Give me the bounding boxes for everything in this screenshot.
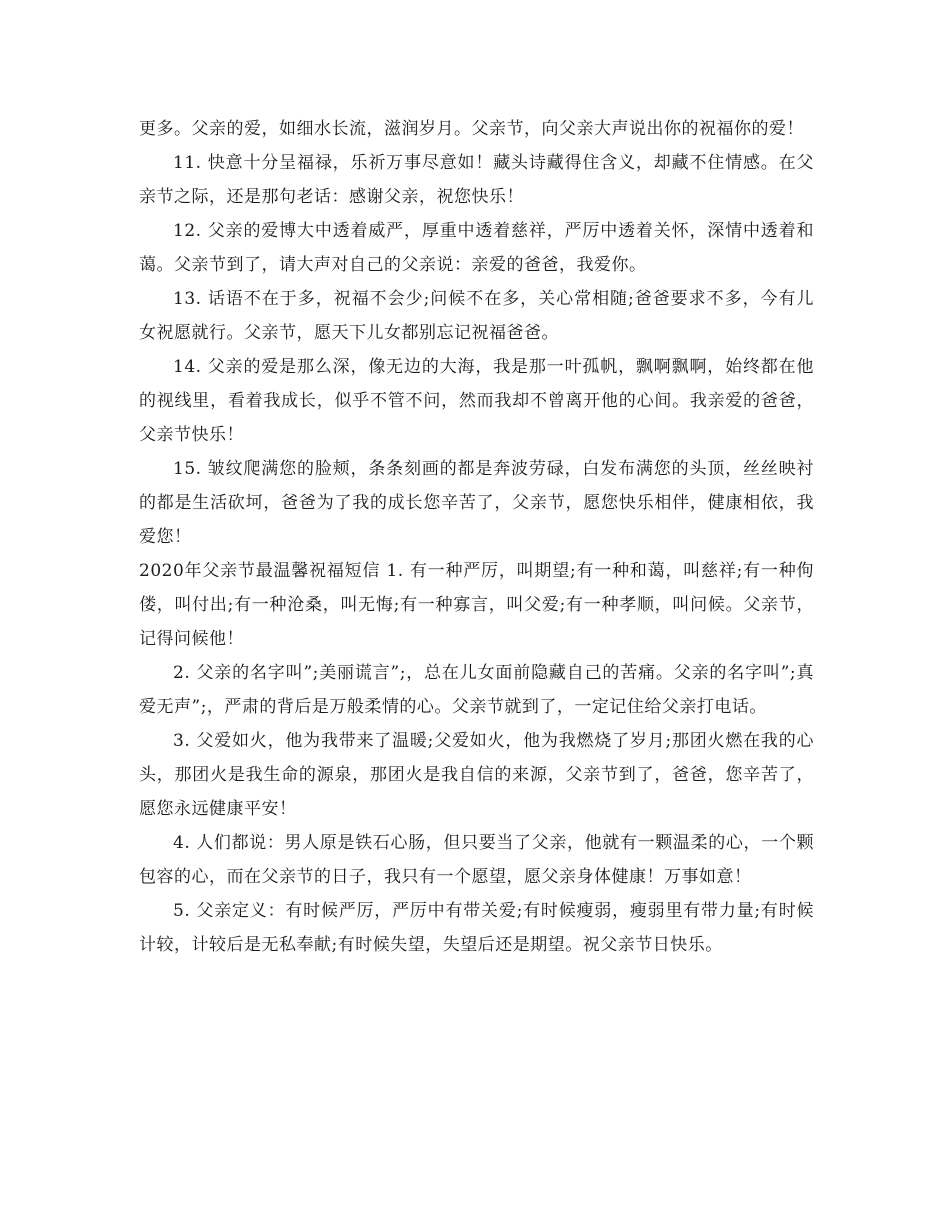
paragraph-item-1-text: 1. 有一种严厉，叫期望;有一种和蔼，叫慈祥;有一种佝偻，叫付出;有一种沧桑，叫无悔;有一种寡言，叫父爱;有一种孝顺，叫问候。父亲节，记得问候他！ (139, 561, 815, 649)
paragraph-item-4: 4. 人们都说：男人原是铁石心肠，但只要当了父亲，他就有一颗温柔的心，一个颗包容的心，而在父亲节的日子，我只有一个愿望，愿父亲身体健康！万事如意！ (139, 833, 814, 887)
paragraph-item-14: 14. 父亲的爱是那么深，像无边的大海，我是那一叶孤帆，飘啊飘啊，始终都在他的视线里，看着我成长，似乎不管不问，然而我却不曾离开他的心间。我亲爱的爸爸，父亲节快乐！ (139, 357, 814, 445)
paragraph-item-3: 3. 父爱如火，他为我带来了温暖;父爱如火，他为我燃烧了岁月;那团火燃在我的心头，那团火是我生命的源泉，那团火是我自信的来源，父亲节到了，爸爸，您辛苦了，愿您永远健康平安！ (139, 731, 814, 819)
paragraph-item-15: 15. 皱纹爬满您的脸颊，条条刻画的都是奔波劳碌，白发布满您的头顶，丝丝映衬的都是生活砍坷，爸爸为了我的成长您辛苦了，父亲节，愿您快乐相伴，健康相依，我爱您！ (139, 459, 814, 547)
section-paragraph-item-1 (139, 554, 814, 656)
paragraph-item-12: 12. 父亲的爱博大中透着威严，厚重中透着慈祥，严厉中透着关怀，深情中透着和蔼。父亲节到了，请大声对自己的父亲说：亲爱的爸爸，我爱你。 (139, 221, 814, 275)
section-heading: 2020年父亲节最温馨祝福短信 (139, 561, 381, 581)
paragraph-item-2: 2. 父亲的名字叫”;美丽谎言”;，总在儿女面前隐藏自己的苦痛。父亲的名字叫”;真爱无声”;，严肃的背后是万般柔情的心。父亲节就到了，一定记住给父亲打电话。 (139, 663, 814, 717)
paragraph-continuation: 更多。父亲的爱，如细水长流，滋润岁月。父亲节，向父亲大声说出你的祝福你的爱！ (139, 119, 804, 139)
paragraph-item-5: 5. 父亲定义：有时候严厉，严厉中有带关爱;有时候瘦弱，瘦弱里有带力量;有时候计较，计较后是无私奉献;有时候失望，失望后还是期望。祝父亲节日快乐。 (139, 901, 814, 955)
paragraph-item-11: 11. 快意十分呈福禄，乐祈万事尽意如！藏头诗藏得住含义，却藏不住情感。在父亲节之际，还是那句老话：感谢父亲，祝您快乐！ (139, 153, 814, 207)
document-body (139, 112, 814, 962)
paragraph-item-13: 13. 话语不在于多，祝福不会少;问候不在多，关心常相随;爸爸要求不多，今有儿女祝愿就行。父亲节，愿天下儿女都别忘记祝福爸爸。 (139, 289, 814, 343)
